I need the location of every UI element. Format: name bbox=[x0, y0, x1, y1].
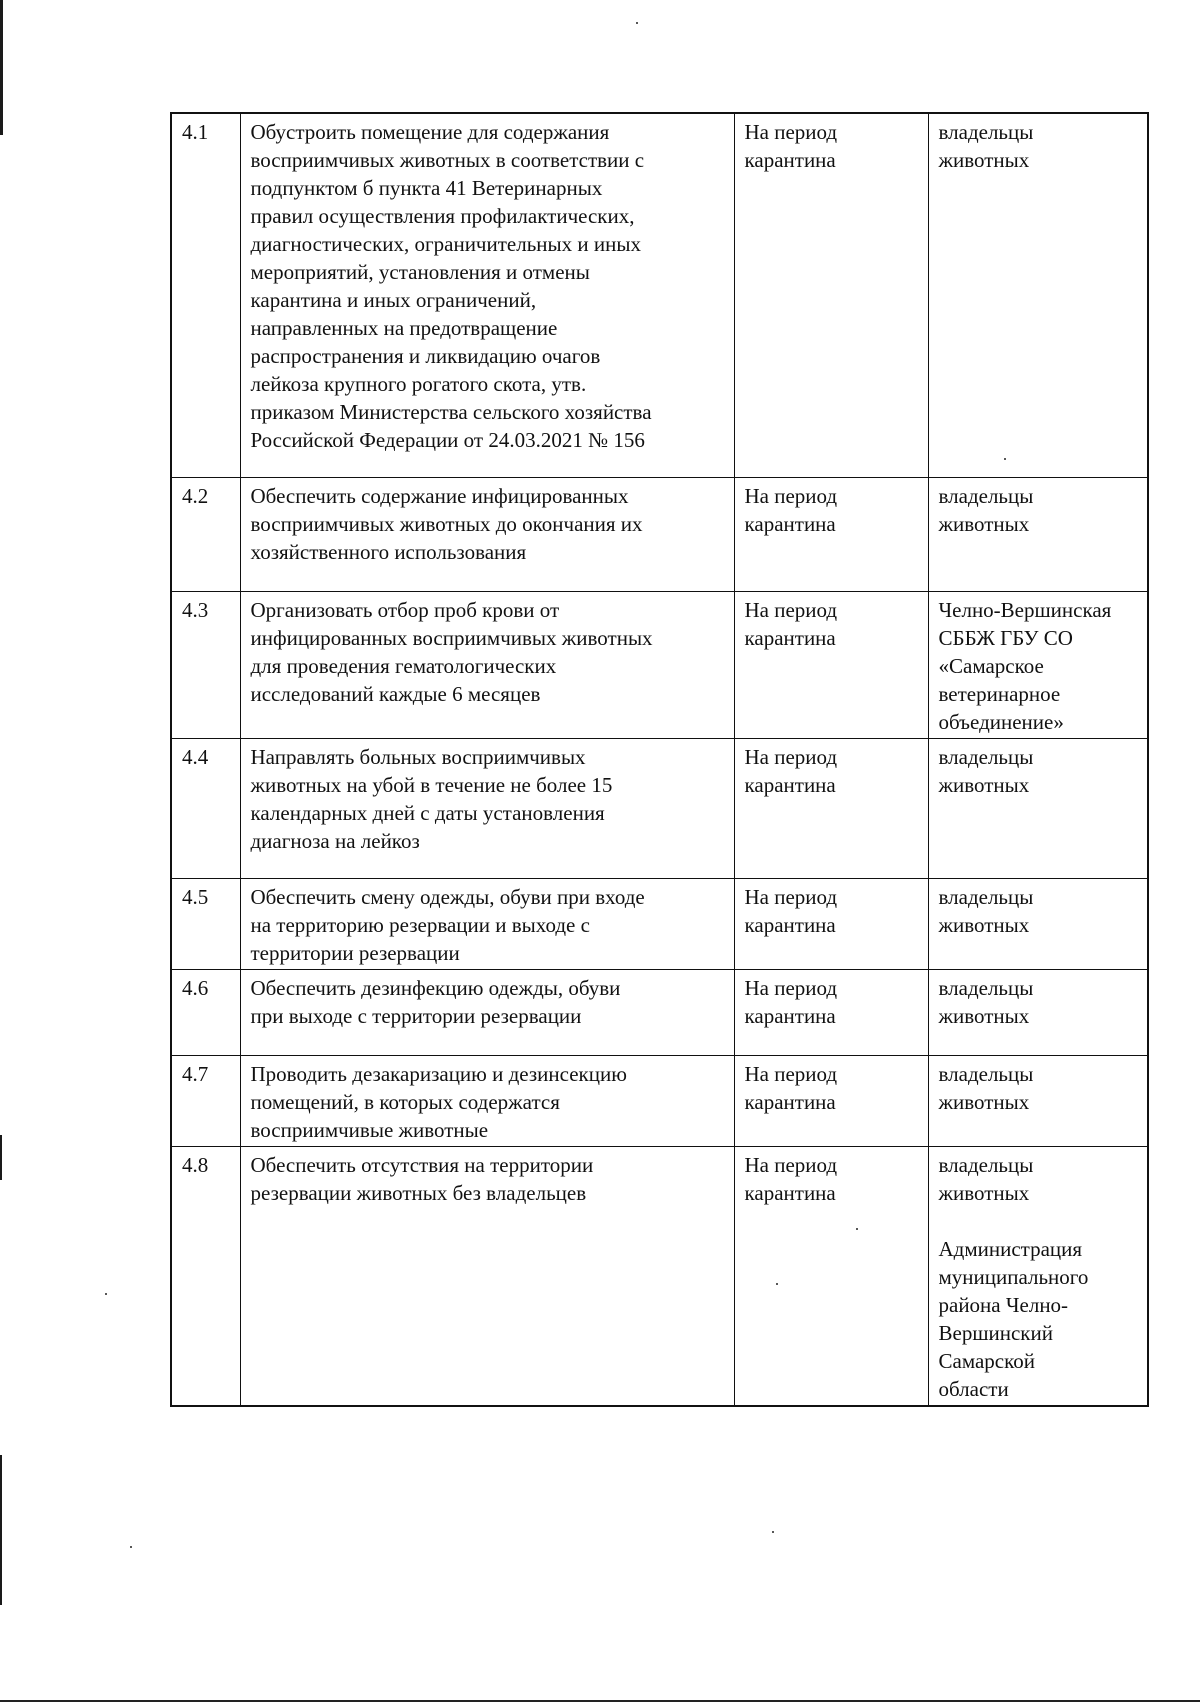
table-row bbox=[171, 969, 1148, 1055]
row-term: На период карантина bbox=[734, 878, 928, 969]
table-row bbox=[171, 113, 1148, 477]
row-responsible: владельцы животных bbox=[928, 738, 1148, 878]
scan-speck bbox=[636, 22, 638, 24]
row-action: Обеспечить содержание инфицированных восприимчивых животных до окончания их хозяйственного использования bbox=[240, 477, 734, 591]
row-term: На период карантина bbox=[734, 477, 928, 591]
row-action: Направлять больных восприимчивых животных на убой в течение не более 15 календарных дней с даты установления диагноза на лейкоз bbox=[240, 738, 734, 878]
row-responsible: владельцы животных bbox=[928, 1055, 1148, 1146]
scan-speck bbox=[105, 1293, 107, 1295]
row-number: 4.2 bbox=[171, 477, 240, 591]
row-responsible: владельцы животных bbox=[928, 969, 1148, 1055]
row-action: Проводить дезакаризацию и дезинсекцию помещений, в которых содержатся восприимчивые животные bbox=[240, 1055, 734, 1146]
table-row bbox=[171, 878, 1148, 969]
scan-edge-mark-middle bbox=[0, 1135, 2, 1180]
row-term: На период карантина bbox=[734, 113, 928, 477]
row-number: 4.6 bbox=[171, 969, 240, 1055]
row-term: На период карантина bbox=[734, 591, 928, 738]
scan-bottom-edge bbox=[0, 1700, 1200, 1702]
table-row bbox=[171, 477, 1148, 591]
row-responsible: владельцы животных Администрация муниципального района Челно- Вершинский Самарской области bbox=[928, 1146, 1148, 1406]
table-row bbox=[171, 1146, 1148, 1406]
row-number: 4.8 bbox=[171, 1146, 240, 1406]
scan-edge-mark-bottom bbox=[0, 1455, 2, 1605]
row-action: Организовать отбор проб крови от инфицированных восприимчивых животных для проведения гематологических исследований каждые 6 месяцев bbox=[240, 591, 734, 738]
row-responsible: владельцы животных bbox=[928, 878, 1148, 969]
scan-speck bbox=[130, 1546, 132, 1548]
row-term: На период карантина bbox=[734, 1055, 928, 1146]
row-term: На период карантина bbox=[734, 969, 928, 1055]
row-number: 4.7 bbox=[171, 1055, 240, 1146]
measures-table bbox=[170, 112, 1149, 1407]
row-number: 4.4 bbox=[171, 738, 240, 878]
table-row bbox=[171, 1055, 1148, 1146]
row-number: 4.1 bbox=[171, 113, 240, 477]
row-number: 4.5 bbox=[171, 878, 240, 969]
row-responsible: Челно-Вершинская СББЖ ГБУ СО «Самарское ветеринарное объединение» bbox=[928, 591, 1148, 738]
row-action: Обеспечить смену одежды, обуви при входе на территорию резервации и выходе с территории резервации bbox=[240, 878, 734, 969]
row-term: На период карантина bbox=[734, 1146, 928, 1406]
row-term: На период карантина bbox=[734, 738, 928, 878]
table-row bbox=[171, 738, 1148, 878]
row-action: Обеспечить дезинфекцию одежды, обуви при выходе с территории резервации bbox=[240, 969, 734, 1055]
row-action: Обеспечить отсутствия на территории резервации животных без владельцев bbox=[240, 1146, 734, 1406]
row-responsible: владельцы животных bbox=[928, 113, 1148, 477]
row-responsible: владельцы животных bbox=[928, 477, 1148, 591]
row-number: 4.3 bbox=[171, 591, 240, 738]
row-action: Обустроить помещение для содержания восприимчивых животных в соответствии с подпунктом б пункта 41 Ветеринарных правил осуществления профилактических, диагностических, ограничительных и иных мероприятий, установления и отмены карантина и иных ограничений, направленных на предотвращение распространения и ликвидацию очагов лейкоза крупного рогатого скота, утв. приказом Министерства сельского хозяйства Российской Федерации от 24.03.2021 № 156 bbox=[240, 113, 734, 477]
scan-edge-mark-top bbox=[0, 0, 3, 135]
scan-speck bbox=[772, 1531, 774, 1533]
table-row bbox=[171, 591, 1148, 738]
